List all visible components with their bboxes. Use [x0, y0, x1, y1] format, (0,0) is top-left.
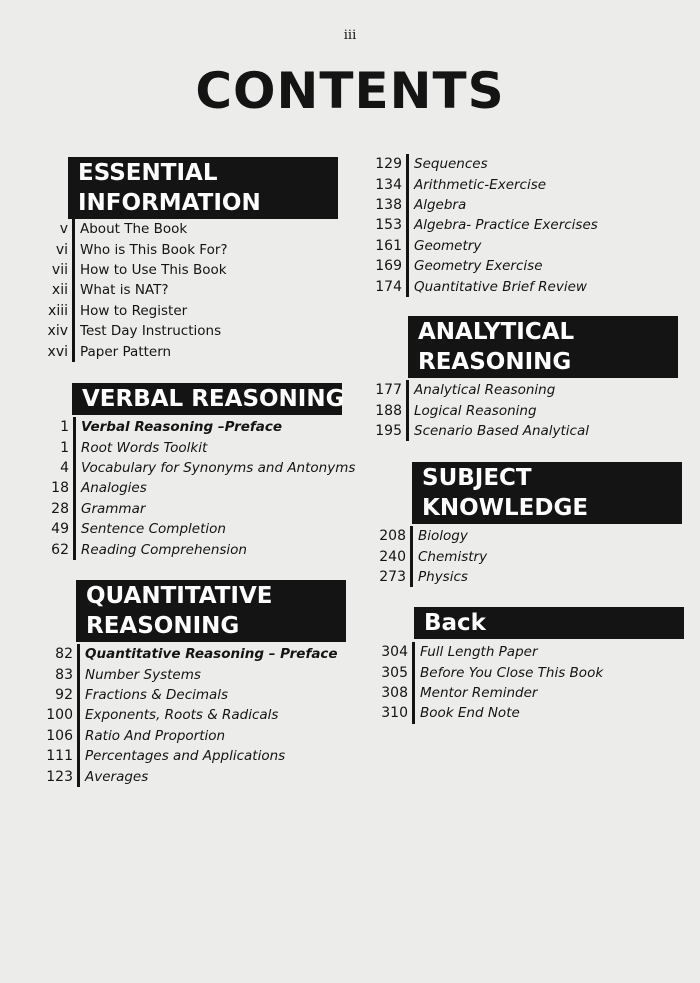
toc-entry-title: Scenario Based Analytical: [406, 421, 589, 441]
toc-entry-title: Who is This Book For?: [72, 239, 228, 259]
toc-entry-title: Ratio And Proportion: [77, 726, 225, 746]
toc-page-number: 100: [46, 707, 73, 724]
entry-list: [360, 380, 678, 441]
toc-entry: [22, 321, 338, 341]
toc-page-number: 106: [46, 727, 73, 744]
toc-entry-title: Geometry: [406, 236, 481, 256]
section-heading: [72, 383, 345, 415]
section-verbal-reasoning: [22, 383, 355, 560]
toc-page-number: 195: [375, 422, 402, 439]
toc-page-number: 177: [375, 382, 402, 399]
toc-entry-title: Algebra- Practice Exercises: [406, 215, 598, 235]
heading-line: KNOWLEDGE: [422, 495, 589, 521]
section-subject-knowledge: [360, 462, 682, 587]
toc-entry-title: Before You Close This Book: [412, 662, 603, 682]
toc-entry-title: Grammar: [73, 499, 145, 519]
heading-line: Back: [424, 610, 486, 636]
toc-entry: [360, 642, 684, 662]
toc-entry-title: Geometry Exercise: [406, 256, 543, 276]
toc-page-number: 111: [46, 748, 73, 765]
toc-entry-title: Number Systems: [77, 664, 201, 684]
toc-page-number: 273: [379, 568, 406, 585]
toc-page-number: xiii: [48, 302, 68, 319]
heading-line: VERBAL REASONING: [82, 386, 345, 412]
toc-page-number: 174: [375, 278, 402, 295]
toc-entry: [22, 417, 355, 437]
toc-page-number: vii: [51, 261, 68, 278]
toc-page-number: 1: [60, 419, 69, 436]
toc-page-number: 208: [379, 528, 406, 545]
toc-page-number: vi: [55, 241, 68, 258]
heading-line: INFORMATION: [78, 190, 261, 216]
toc-entry-title: Averages: [77, 766, 148, 786]
toc-page-number: 62: [51, 541, 69, 558]
toc-page-number: 134: [375, 176, 402, 193]
toc-entry-title: How to Register: [72, 301, 187, 321]
toc-page-number: 304: [381, 644, 408, 661]
toc-entry: [22, 341, 338, 361]
toc-page-number: 169: [375, 258, 402, 275]
toc-entry: [22, 705, 346, 725]
section-analytical-reasoning: [360, 316, 678, 441]
toc-entry: [360, 421, 678, 441]
toc-entry-title: How to Use This Book: [72, 260, 227, 280]
toc-entry: [360, 662, 684, 682]
toc-page-number: 4: [60, 459, 69, 476]
toc-entry: [22, 260, 338, 280]
toc-entry: [22, 539, 355, 559]
toc-entry: [360, 195, 598, 215]
toc-entry-title: Mentor Reminder: [412, 683, 537, 703]
toc-page-number: 153: [375, 217, 402, 234]
entry-list: [360, 642, 684, 724]
toc-entry: [22, 458, 355, 478]
section-heading: [414, 607, 684, 639]
toc-entry-title: Algebra: [406, 195, 466, 215]
toc-entry-title: What is NAT?: [72, 280, 169, 300]
toc-entry: [360, 683, 684, 703]
toc-entry-title: About The Book: [72, 219, 187, 239]
toc-entry: [22, 746, 346, 766]
toc-entry: [22, 239, 338, 259]
toc-entry: [22, 499, 355, 519]
toc-page-number: 49: [51, 521, 69, 538]
toc-entry: [22, 519, 355, 539]
toc-entry: [360, 154, 598, 174]
toc-page-number: 83: [55, 666, 73, 683]
toc-page-number: xiv: [47, 323, 68, 340]
toc-page-number: 28: [51, 500, 69, 517]
entry-list: [22, 219, 338, 362]
page-title: CONTENTS: [195, 62, 505, 120]
heading-line: ANALYTICAL: [418, 319, 575, 345]
toc-entry-title: Analytical Reasoning: [406, 380, 555, 400]
section-heading: [76, 580, 346, 642]
toc-entry-title: Full Length Paper: [412, 642, 538, 662]
toc-entry: [22, 219, 338, 239]
toc-entry-title: Chemistry: [410, 546, 487, 566]
toc-entry-title: Quantitative Reasoning – Preface: [77, 644, 338, 664]
toc-entry: [22, 644, 346, 664]
toc-page-number: 18: [51, 480, 69, 497]
toc-entry-title: Vocabulary for Synonyms and Antonyms: [73, 458, 355, 478]
toc-entry: [360, 567, 682, 587]
toc-entry: [360, 400, 678, 420]
toc-entry-title: Exponents, Roots & Radicals: [77, 705, 278, 725]
toc-page-number: v: [59, 221, 68, 238]
toc-page-number: 1: [60, 439, 69, 456]
entry-list: [360, 526, 682, 587]
section-essential-information: [22, 157, 338, 362]
toc-page-number: 82: [55, 646, 73, 663]
toc-page-number: 240: [379, 548, 406, 565]
toc-page-number: 92: [55, 686, 73, 703]
toc-page-number: 161: [375, 237, 402, 254]
toc-entry: [360, 526, 682, 546]
toc-entry: [22, 280, 338, 300]
toc-entry: [22, 766, 346, 786]
toc-page-number: xvi: [47, 343, 68, 360]
toc-entry: [360, 276, 598, 296]
toc-page-number: 310: [381, 705, 408, 722]
toc-page-number: 308: [381, 684, 408, 701]
toc-entry: [360, 546, 682, 566]
toc-entry: [360, 256, 598, 276]
section-quantitative-continued: [360, 154, 598, 297]
toc-entry-title: Sentence Completion: [73, 519, 226, 539]
toc-entry: [22, 437, 355, 457]
toc-entry: [22, 685, 346, 705]
section-heading: [408, 316, 678, 378]
toc-entry: [360, 174, 598, 194]
heading-line: REASONING: [86, 613, 240, 639]
toc-entry: [360, 215, 598, 235]
heading-line: SUBJECT: [422, 465, 532, 491]
section-heading: [68, 157, 338, 219]
toc-entry-title: Test Day Instructions: [72, 321, 221, 341]
toc-entry-title: Physics: [410, 567, 468, 587]
heading-line: REASONING: [418, 349, 572, 375]
toc-entry: [360, 380, 678, 400]
toc-entry: [22, 478, 355, 498]
toc-entry-title: Fractions & Decimals: [77, 685, 228, 705]
toc-entry-title: Reading Comprehension: [73, 539, 247, 559]
toc-page-number: 129: [375, 156, 402, 173]
section-quantitative-reasoning: [22, 580, 346, 787]
toc-page-number: 138: [375, 196, 402, 213]
entry-list: [22, 417, 355, 560]
toc-entry-title: Book End Note: [412, 703, 520, 723]
toc-entry: [22, 726, 346, 746]
toc-page-number: xii: [51, 282, 68, 299]
toc-entry: [360, 236, 598, 256]
section-heading: [412, 462, 682, 524]
toc-page-number: 188: [375, 402, 402, 419]
entry-list: [360, 154, 598, 297]
heading-line: QUANTITATIVE: [86, 583, 273, 609]
toc-entry: [22, 664, 346, 684]
toc-entry-title: Logical Reasoning: [406, 400, 537, 420]
toc-page-number: 305: [381, 664, 408, 681]
toc-entry-title: Percentages and Applications: [77, 746, 285, 766]
toc-entry-title: Sequences: [406, 154, 488, 174]
toc-entry-title: Root Words Toolkit: [73, 437, 207, 457]
section-back: [360, 607, 684, 724]
toc-entry-title: Verbal Reasoning –Preface: [73, 417, 282, 437]
toc-entry: [22, 301, 338, 321]
toc-page-number: 123: [46, 768, 73, 785]
heading-line: ESSENTIAL: [78, 160, 218, 186]
entry-list: [22, 644, 346, 787]
toc-entry-title: Paper Pattern: [72, 341, 171, 361]
page-number: iii: [343, 28, 357, 43]
toc-entry-title: Arithmetic-Exercise: [406, 174, 546, 194]
toc-entry: [360, 703, 684, 723]
toc-entry-title: Biology: [410, 526, 468, 546]
toc-entry-title: Analogies: [73, 478, 147, 498]
toc-entry-title: Quantitative Brief Review: [406, 276, 587, 296]
